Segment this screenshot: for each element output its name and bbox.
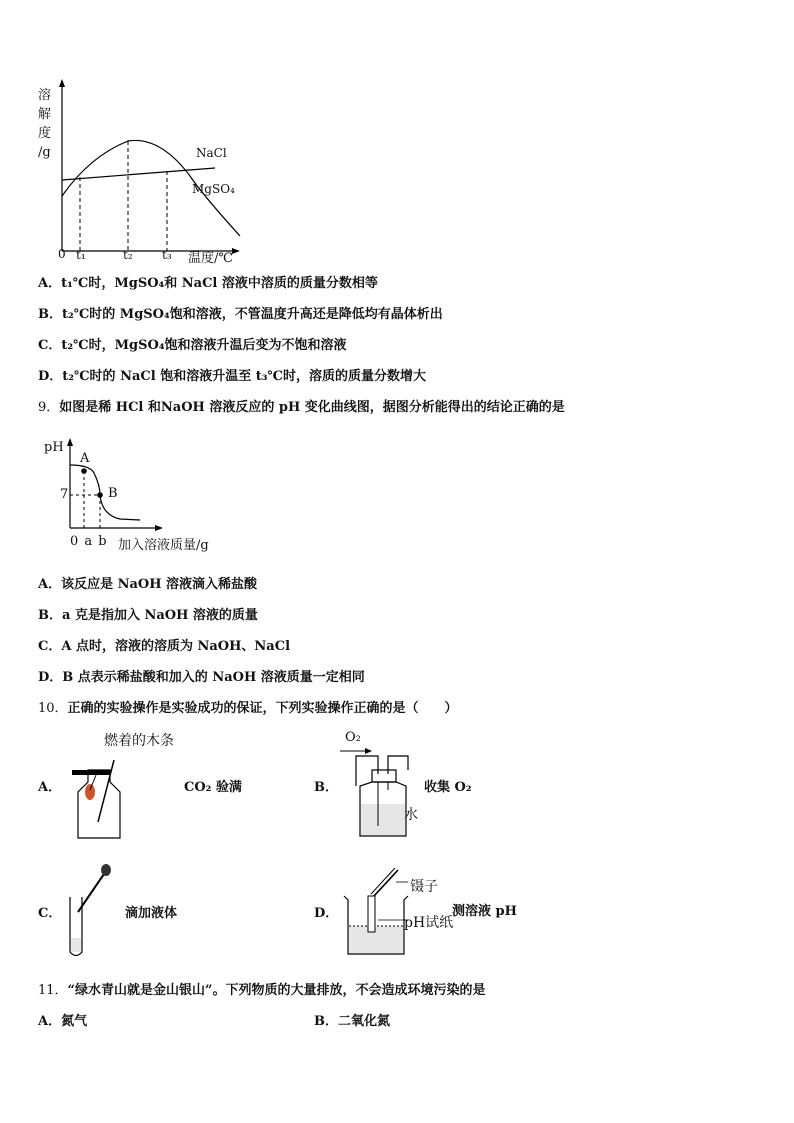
question-number: 9． <box>38 400 60 415</box>
tube-liquid <box>71 938 81 952</box>
ph-y-axis-arrow <box>67 438 73 446</box>
flame <box>85 784 95 800</box>
o2-collect-figure <box>340 746 420 842</box>
question-number: 10． <box>38 701 68 716</box>
q8-option-a[interactable] <box>38 272 378 291</box>
q8-option-c[interactable] <box>38 334 347 353</box>
option-letter: C． <box>38 338 62 353</box>
option-letter: B． <box>314 1014 338 1029</box>
question-number: 11． <box>38 983 68 998</box>
o2-arrow-head <box>365 748 372 754</box>
solubility-graph-svg <box>30 76 250 266</box>
tick-t2: t₂ <box>123 248 133 262</box>
option-letter: D． <box>38 670 63 685</box>
option-text: t₂℃时的 MgSO₄饱和溶液，不管温度升高还是降低均有晶体析出 <box>62 307 443 322</box>
y-axis-arrow <box>59 79 65 87</box>
question-text: 如图是稀 HCl 和NaOH 溶液反应的 pH 变化曲线图，据图分析能得出的结论正确的是 <box>59 400 565 415</box>
option-text: 氮气 <box>61 1014 88 1029</box>
q9-option-b[interactable] <box>38 604 258 623</box>
tick-t1: t₁ <box>76 248 86 262</box>
q10-option-a-letter[interactable]: A． <box>38 780 62 795</box>
option-text: 该反应是 NaOH 溶液滴入稀盐酸 <box>61 577 258 592</box>
water-fill <box>361 804 405 835</box>
q11-option-a[interactable] <box>38 1010 87 1029</box>
option-text: 二氧化氮 <box>338 1014 391 1029</box>
q11-stem <box>38 979 486 998</box>
option-letter: A． <box>38 1014 62 1029</box>
o2-flow-label: O₂ <box>345 730 361 745</box>
q8-option-b[interactable] <box>38 303 443 322</box>
ph-paper <box>368 896 375 932</box>
q9-option-c[interactable] <box>38 635 290 654</box>
dropper-svg <box>60 862 120 962</box>
stopper <box>372 770 396 782</box>
tweezers-arm <box>371 868 395 894</box>
q10-stem <box>38 697 458 716</box>
burning-splint-label: 燃着的木条 <box>104 733 174 749</box>
tick-t3: t₃ <box>162 248 172 262</box>
wood-splint <box>98 760 114 822</box>
dropper-bulb <box>101 864 111 876</box>
q10-option-b-caption: 收集 O₂ <box>424 780 472 795</box>
ph-graph <box>40 435 230 560</box>
option-text: t₂℃时的 NaCl 饱和溶液升温至 t₃℃时，溶质的质量分数增大 <box>62 369 427 384</box>
q8-option-d[interactable] <box>38 365 426 384</box>
solubility-y-label <box>38 86 51 162</box>
question-text: “绿水青山就是金山银山”。下列物质的大量排放，不会造成环境污染的是 <box>67 983 486 998</box>
option-text: A 点时，溶液的溶质为 NaOH、NaCl <box>61 639 291 654</box>
option-text: t₂℃时，MgSO₄饱和溶液升温后变为不饱和溶液 <box>61 338 347 353</box>
option-letter: B． <box>38 307 62 322</box>
y-label-char: 溶 <box>38 88 52 103</box>
mgso4-label: MgSO₄ <box>192 182 235 196</box>
y-label-char: /g <box>38 145 51 160</box>
beaker-solution <box>349 926 403 953</box>
solubility-graph <box>30 76 250 266</box>
q9-stem <box>38 396 565 415</box>
option-letter: B． <box>38 608 62 623</box>
point-b-dot <box>97 492 103 498</box>
q10-option-c-caption: 滴加液体 <box>125 906 178 921</box>
q10-option-b-letter[interactable]: B． <box>314 780 338 795</box>
ph-paper-label: pH试纸 <box>404 915 454 931</box>
co2-test-figure <box>64 752 134 844</box>
option-letter: C． <box>38 639 62 654</box>
q10-option-a-caption: CO₂ 验满 <box>184 780 242 795</box>
point-b-label: B <box>108 486 118 501</box>
dropper-tube <box>78 874 104 912</box>
option-text: t₁℃时，MgSO₄和 NaCl 溶液中溶质的质量分数相等 <box>61 276 378 291</box>
x-axis-arrow <box>232 248 240 254</box>
point-a-label: A <box>80 451 90 466</box>
q10-option-d-caption: 测溶液 pH <box>452 904 517 919</box>
ph-curve <box>70 465 140 520</box>
q10-option-d-letter[interactable]: D． <box>314 906 339 921</box>
q9-option-d[interactable] <box>38 666 365 685</box>
ph-seven-label: 7 <box>60 487 69 502</box>
option-letter: D． <box>38 369 63 384</box>
ph-x-ticks: 0 a b <box>70 534 107 549</box>
ph-x-label: 加入溶液质量/g <box>118 538 209 553</box>
q9-option-a[interactable] <box>38 573 257 592</box>
glass-plate <box>72 770 110 775</box>
water-label: 水 <box>404 807 418 823</box>
option-text: a 克是指加入 NaOH 溶液的质量 <box>62 608 258 623</box>
y-label-char: 解 <box>38 107 52 122</box>
ph-x-axis-arrow <box>155 525 163 531</box>
y-label-char: 度 <box>38 126 52 141</box>
ph-y-label: pH <box>44 440 64 455</box>
point-a-dot <box>81 468 87 474</box>
solubility-x-label: 温度/℃ <box>188 251 233 266</box>
tweezers-label: 镊子 <box>410 879 438 895</box>
dropper-figure <box>60 862 120 962</box>
tweezers <box>374 870 398 896</box>
q11-option-b[interactable] <box>314 1010 390 1029</box>
origin-label: 0 <box>58 247 66 261</box>
option-letter: A． <box>38 577 62 592</box>
question-text: 正确的实验操作是实验成功的保证，下列实验操作正确的是（ ） <box>67 701 458 716</box>
co2-bottle-svg <box>64 752 134 844</box>
option-text: B 点表示稀盐酸和加入的 NaOH 溶液质量一定相同 <box>62 670 365 685</box>
option-letter: A． <box>38 276 62 291</box>
nacl-label: NaCl <box>196 146 227 160</box>
gas-bottle <box>78 770 120 838</box>
q10-option-c-letter[interactable]: C． <box>38 906 62 921</box>
o2-bottle-svg <box>340 746 420 842</box>
